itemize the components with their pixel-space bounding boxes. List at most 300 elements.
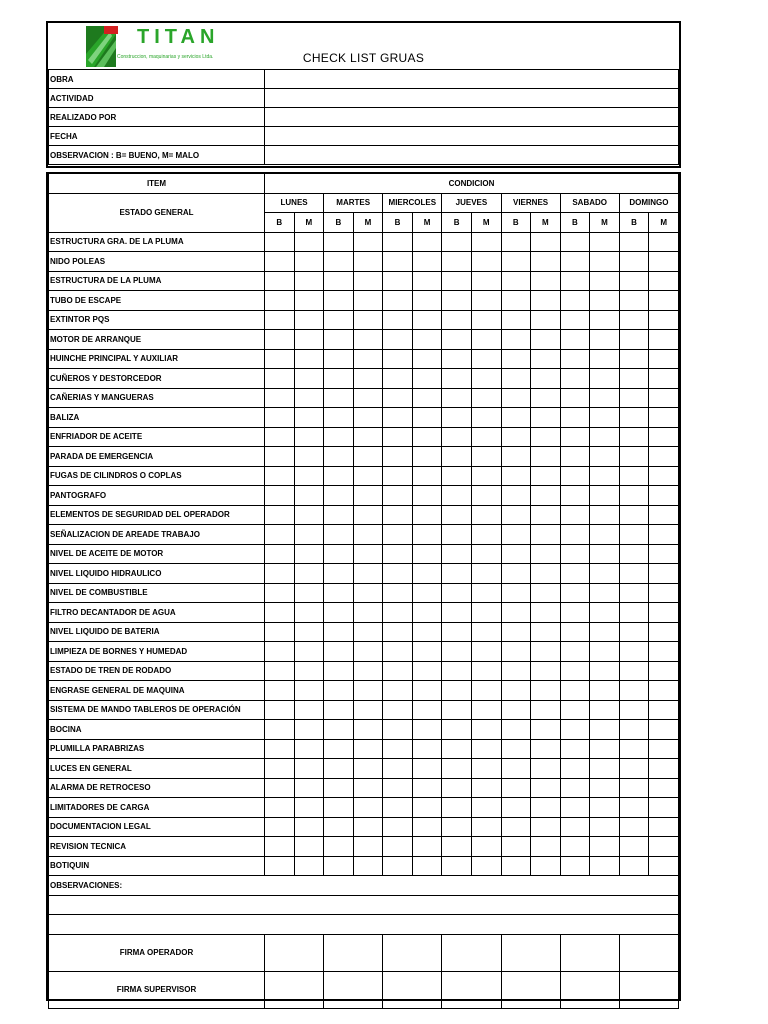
- condition-checkbox-cell[interactable]: [471, 700, 501, 720]
- condition-checkbox-cell[interactable]: [294, 310, 324, 330]
- condition-checkbox-cell[interactable]: [412, 603, 442, 623]
- condition-checkbox-cell[interactable]: [649, 642, 679, 662]
- signature-cell[interactable]: [560, 971, 619, 1008]
- condition-checkbox-cell[interactable]: [383, 856, 413, 876]
- condition-checkbox-cell[interactable]: [353, 544, 383, 564]
- condition-checkbox-cell[interactable]: [294, 700, 324, 720]
- condition-checkbox-cell[interactable]: [442, 778, 472, 798]
- condition-checkbox-cell[interactable]: [383, 739, 413, 759]
- condition-checkbox-cell[interactable]: [412, 408, 442, 428]
- signature-cell[interactable]: [442, 971, 501, 1008]
- condition-checkbox-cell[interactable]: [531, 817, 561, 837]
- condition-checkbox-cell[interactable]: [353, 837, 383, 857]
- condition-checkbox-cell[interactable]: [501, 661, 531, 681]
- condition-checkbox-cell[interactable]: [412, 856, 442, 876]
- condition-checkbox-cell[interactable]: [619, 700, 649, 720]
- condition-checkbox-cell[interactable]: [442, 427, 472, 447]
- condition-checkbox-cell[interactable]: [560, 681, 590, 701]
- condition-checkbox-cell[interactable]: [294, 486, 324, 506]
- condition-checkbox-cell[interactable]: [412, 486, 442, 506]
- condition-checkbox-cell[interactable]: [442, 700, 472, 720]
- condition-checkbox-cell[interactable]: [649, 681, 679, 701]
- header-field-input[interactable]: [265, 108, 679, 127]
- condition-checkbox-cell[interactable]: [353, 369, 383, 389]
- condition-checkbox-cell[interactable]: [265, 681, 295, 701]
- condition-checkbox-cell[interactable]: [324, 583, 354, 603]
- condition-checkbox-cell[interactable]: [501, 720, 531, 740]
- condition-checkbox-cell[interactable]: [471, 466, 501, 486]
- condition-checkbox-cell[interactable]: [353, 330, 383, 350]
- condition-checkbox-cell[interactable]: [560, 369, 590, 389]
- condition-checkbox-cell[interactable]: [442, 544, 472, 564]
- condition-checkbox-cell[interactable]: [649, 505, 679, 525]
- condition-checkbox-cell[interactable]: [619, 583, 649, 603]
- condition-checkbox-cell[interactable]: [294, 232, 324, 252]
- condition-checkbox-cell[interactable]: [412, 798, 442, 818]
- condition-checkbox-cell[interactable]: [442, 291, 472, 311]
- condition-checkbox-cell[interactable]: [324, 291, 354, 311]
- condition-checkbox-cell[interactable]: [412, 720, 442, 740]
- condition-checkbox-cell[interactable]: [590, 564, 620, 584]
- condition-checkbox-cell[interactable]: [324, 642, 354, 662]
- condition-checkbox-cell[interactable]: [353, 583, 383, 603]
- condition-checkbox-cell[interactable]: [531, 837, 561, 857]
- condition-checkbox-cell[interactable]: [324, 544, 354, 564]
- condition-checkbox-cell[interactable]: [324, 622, 354, 642]
- condition-checkbox-cell[interactable]: [560, 427, 590, 447]
- condition-checkbox-cell[interactable]: [471, 310, 501, 330]
- condition-checkbox-cell[interactable]: [649, 252, 679, 272]
- condition-checkbox-cell[interactable]: [619, 642, 649, 662]
- condition-checkbox-cell[interactable]: [619, 232, 649, 252]
- condition-checkbox-cell[interactable]: [265, 720, 295, 740]
- condition-checkbox-cell[interactable]: [560, 622, 590, 642]
- condition-checkbox-cell[interactable]: [383, 252, 413, 272]
- condition-checkbox-cell[interactable]: [649, 310, 679, 330]
- condition-checkbox-cell[interactable]: [442, 369, 472, 389]
- condition-checkbox-cell[interactable]: [324, 388, 354, 408]
- condition-checkbox-cell[interactable]: [649, 622, 679, 642]
- condition-checkbox-cell[interactable]: [383, 661, 413, 681]
- condition-checkbox-cell[interactable]: [501, 271, 531, 291]
- condition-checkbox-cell[interactable]: [649, 661, 679, 681]
- condition-checkbox-cell[interactable]: [412, 388, 442, 408]
- condition-checkbox-cell[interactable]: [412, 427, 442, 447]
- condition-checkbox-cell[interactable]: [649, 739, 679, 759]
- condition-checkbox-cell[interactable]: [560, 856, 590, 876]
- condition-checkbox-cell[interactable]: [324, 661, 354, 681]
- condition-checkbox-cell[interactable]: [471, 583, 501, 603]
- condition-checkbox-cell[interactable]: [265, 622, 295, 642]
- condition-checkbox-cell[interactable]: [619, 349, 649, 369]
- condition-checkbox-cell[interactable]: [590, 837, 620, 857]
- condition-checkbox-cell[interactable]: [353, 778, 383, 798]
- condition-checkbox-cell[interactable]: [619, 486, 649, 506]
- condition-checkbox-cell[interactable]: [442, 349, 472, 369]
- condition-checkbox-cell[interactable]: [442, 310, 472, 330]
- condition-checkbox-cell[interactable]: [383, 564, 413, 584]
- condition-checkbox-cell[interactable]: [471, 330, 501, 350]
- condition-checkbox-cell[interactable]: [560, 408, 590, 428]
- condition-checkbox-cell[interactable]: [412, 310, 442, 330]
- condition-checkbox-cell[interactable]: [471, 681, 501, 701]
- condition-checkbox-cell[interactable]: [560, 837, 590, 857]
- condition-checkbox-cell[interactable]: [531, 310, 561, 330]
- condition-checkbox-cell[interactable]: [649, 466, 679, 486]
- condition-checkbox-cell[interactable]: [383, 778, 413, 798]
- condition-checkbox-cell[interactable]: [590, 739, 620, 759]
- condition-checkbox-cell[interactable]: [383, 759, 413, 779]
- condition-checkbox-cell[interactable]: [353, 642, 383, 662]
- condition-checkbox-cell[interactable]: [442, 564, 472, 584]
- condition-checkbox-cell[interactable]: [590, 856, 620, 876]
- condition-checkbox-cell[interactable]: [531, 720, 561, 740]
- condition-checkbox-cell[interactable]: [531, 564, 561, 584]
- condition-checkbox-cell[interactable]: [531, 525, 561, 545]
- condition-checkbox-cell[interactable]: [531, 778, 561, 798]
- condition-checkbox-cell[interactable]: [383, 271, 413, 291]
- condition-checkbox-cell[interactable]: [265, 759, 295, 779]
- signature-cell[interactable]: [383, 934, 442, 971]
- condition-checkbox-cell[interactable]: [265, 583, 295, 603]
- condition-checkbox-cell[interactable]: [471, 856, 501, 876]
- condition-checkbox-cell[interactable]: [324, 349, 354, 369]
- condition-checkbox-cell[interactable]: [412, 369, 442, 389]
- condition-checkbox-cell[interactable]: [383, 700, 413, 720]
- condition-checkbox-cell[interactable]: [590, 700, 620, 720]
- condition-checkbox-cell[interactable]: [442, 739, 472, 759]
- condition-checkbox-cell[interactable]: [412, 837, 442, 857]
- condition-checkbox-cell[interactable]: [619, 622, 649, 642]
- condition-checkbox-cell[interactable]: [412, 583, 442, 603]
- condition-checkbox-cell[interactable]: [649, 603, 679, 623]
- condition-checkbox-cell[interactable]: [383, 232, 413, 252]
- condition-checkbox-cell[interactable]: [324, 700, 354, 720]
- condition-checkbox-cell[interactable]: [324, 505, 354, 525]
- condition-checkbox-cell[interactable]: [501, 603, 531, 623]
- condition-checkbox-cell[interactable]: [294, 427, 324, 447]
- condition-checkbox-cell[interactable]: [501, 466, 531, 486]
- condition-checkbox-cell[interactable]: [294, 466, 324, 486]
- condition-checkbox-cell[interactable]: [353, 681, 383, 701]
- condition-checkbox-cell[interactable]: [353, 271, 383, 291]
- condition-checkbox-cell[interactable]: [649, 486, 679, 506]
- condition-checkbox-cell[interactable]: [471, 564, 501, 584]
- condition-checkbox-cell[interactable]: [412, 622, 442, 642]
- condition-checkbox-cell[interactable]: [353, 427, 383, 447]
- condition-checkbox-cell[interactable]: [324, 856, 354, 876]
- condition-checkbox-cell[interactable]: [383, 544, 413, 564]
- condition-checkbox-cell[interactable]: [412, 817, 442, 837]
- condition-checkbox-cell[interactable]: [531, 291, 561, 311]
- condition-checkbox-cell[interactable]: [649, 525, 679, 545]
- condition-checkbox-cell[interactable]: [324, 759, 354, 779]
- signature-cell[interactable]: [619, 934, 678, 971]
- condition-checkbox-cell[interactable]: [560, 310, 590, 330]
- condition-checkbox-cell[interactable]: [649, 232, 679, 252]
- condition-checkbox-cell[interactable]: [531, 622, 561, 642]
- condition-checkbox-cell[interactable]: [353, 856, 383, 876]
- condition-checkbox-cell[interactable]: [353, 700, 383, 720]
- condition-checkbox-cell[interactable]: [412, 642, 442, 662]
- condition-checkbox-cell[interactable]: [265, 642, 295, 662]
- condition-checkbox-cell[interactable]: [590, 817, 620, 837]
- condition-checkbox-cell[interactable]: [383, 622, 413, 642]
- condition-checkbox-cell[interactable]: [501, 759, 531, 779]
- condition-checkbox-cell[interactable]: [383, 505, 413, 525]
- condition-checkbox-cell[interactable]: [531, 642, 561, 662]
- condition-checkbox-cell[interactable]: [471, 447, 501, 467]
- condition-checkbox-cell[interactable]: [471, 661, 501, 681]
- condition-checkbox-cell[interactable]: [649, 330, 679, 350]
- condition-checkbox-cell[interactable]: [531, 681, 561, 701]
- condition-checkbox-cell[interactable]: [619, 564, 649, 584]
- condition-checkbox-cell[interactable]: [471, 759, 501, 779]
- condition-checkbox-cell[interactable]: [619, 369, 649, 389]
- condition-checkbox-cell[interactable]: [383, 369, 413, 389]
- condition-checkbox-cell[interactable]: [383, 447, 413, 467]
- condition-checkbox-cell[interactable]: [412, 564, 442, 584]
- condition-checkbox-cell[interactable]: [531, 603, 561, 623]
- condition-checkbox-cell[interactable]: [471, 349, 501, 369]
- condition-checkbox-cell[interactable]: [294, 739, 324, 759]
- condition-checkbox-cell[interactable]: [442, 447, 472, 467]
- condition-checkbox-cell[interactable]: [560, 349, 590, 369]
- condition-checkbox-cell[interactable]: [294, 291, 324, 311]
- condition-checkbox-cell[interactable]: [324, 232, 354, 252]
- condition-checkbox-cell[interactable]: [531, 486, 561, 506]
- condition-checkbox-cell[interactable]: [649, 427, 679, 447]
- signature-cell[interactable]: [560, 934, 619, 971]
- condition-checkbox-cell[interactable]: [560, 798, 590, 818]
- condition-checkbox-cell[interactable]: [265, 739, 295, 759]
- condition-checkbox-cell[interactable]: [649, 700, 679, 720]
- condition-checkbox-cell[interactable]: [442, 720, 472, 740]
- condition-checkbox-cell[interactable]: [294, 681, 324, 701]
- condition-checkbox-cell[interactable]: [649, 564, 679, 584]
- condition-checkbox-cell[interactable]: [265, 349, 295, 369]
- condition-checkbox-cell[interactable]: [383, 720, 413, 740]
- condition-checkbox-cell[interactable]: [324, 525, 354, 545]
- condition-checkbox-cell[interactable]: [619, 388, 649, 408]
- condition-checkbox-cell[interactable]: [324, 369, 354, 389]
- condition-checkbox-cell[interactable]: [560, 486, 590, 506]
- condition-checkbox-cell[interactable]: [442, 837, 472, 857]
- condition-checkbox-cell[interactable]: [442, 232, 472, 252]
- header-field-input[interactable]: [265, 89, 679, 108]
- condition-checkbox-cell[interactable]: [531, 349, 561, 369]
- condition-checkbox-cell[interactable]: [265, 564, 295, 584]
- condition-checkbox-cell[interactable]: [531, 271, 561, 291]
- condition-checkbox-cell[interactable]: [324, 798, 354, 818]
- condition-checkbox-cell[interactable]: [294, 544, 324, 564]
- signature-cell[interactable]: [501, 971, 560, 1008]
- condition-checkbox-cell[interactable]: [619, 408, 649, 428]
- condition-checkbox-cell[interactable]: [501, 252, 531, 272]
- condition-checkbox-cell[interactable]: [531, 408, 561, 428]
- condition-checkbox-cell[interactable]: [294, 759, 324, 779]
- signature-cell[interactable]: [324, 971, 383, 1008]
- condition-checkbox-cell[interactable]: [649, 271, 679, 291]
- condition-checkbox-cell[interactable]: [412, 447, 442, 467]
- condition-checkbox-cell[interactable]: [501, 817, 531, 837]
- condition-checkbox-cell[interactable]: [442, 759, 472, 779]
- condition-checkbox-cell[interactable]: [412, 525, 442, 545]
- condition-checkbox-cell[interactable]: [383, 427, 413, 447]
- condition-checkbox-cell[interactable]: [353, 603, 383, 623]
- condition-checkbox-cell[interactable]: [265, 525, 295, 545]
- condition-checkbox-cell[interactable]: [649, 778, 679, 798]
- condition-checkbox-cell[interactable]: [619, 466, 649, 486]
- condition-checkbox-cell[interactable]: [324, 837, 354, 857]
- condition-checkbox-cell[interactable]: [442, 271, 472, 291]
- condition-checkbox-cell[interactable]: [649, 583, 679, 603]
- condition-checkbox-cell[interactable]: [294, 525, 324, 545]
- condition-checkbox-cell[interactable]: [531, 798, 561, 818]
- condition-checkbox-cell[interactable]: [619, 447, 649, 467]
- condition-checkbox-cell[interactable]: [501, 310, 531, 330]
- condition-checkbox-cell[interactable]: [560, 330, 590, 350]
- condition-checkbox-cell[interactable]: [501, 349, 531, 369]
- condition-checkbox-cell[interactable]: [531, 700, 561, 720]
- condition-checkbox-cell[interactable]: [471, 408, 501, 428]
- condition-checkbox-cell[interactable]: [265, 661, 295, 681]
- condition-checkbox-cell[interactable]: [560, 447, 590, 467]
- signature-cell[interactable]: [383, 971, 442, 1008]
- condition-checkbox-cell[interactable]: [265, 447, 295, 467]
- condition-checkbox-cell[interactable]: [265, 544, 295, 564]
- condition-checkbox-cell[interactable]: [649, 798, 679, 818]
- condition-checkbox-cell[interactable]: [619, 837, 649, 857]
- condition-checkbox-cell[interactable]: [471, 369, 501, 389]
- condition-checkbox-cell[interactable]: [619, 817, 649, 837]
- condition-checkbox-cell[interactable]: [412, 700, 442, 720]
- condition-checkbox-cell[interactable]: [353, 661, 383, 681]
- condition-checkbox-cell[interactable]: [590, 271, 620, 291]
- condition-checkbox-cell[interactable]: [265, 817, 295, 837]
- condition-checkbox-cell[interactable]: [442, 583, 472, 603]
- condition-checkbox-cell[interactable]: [501, 486, 531, 506]
- condition-checkbox-cell[interactable]: [619, 310, 649, 330]
- condition-checkbox-cell[interactable]: [619, 739, 649, 759]
- condition-checkbox-cell[interactable]: [412, 505, 442, 525]
- condition-checkbox-cell[interactable]: [501, 622, 531, 642]
- condition-checkbox-cell[interactable]: [501, 837, 531, 857]
- condition-checkbox-cell[interactable]: [412, 349, 442, 369]
- condition-checkbox-cell[interactable]: [560, 525, 590, 545]
- condition-checkbox-cell[interactable]: [560, 661, 590, 681]
- condition-checkbox-cell[interactable]: [590, 583, 620, 603]
- condition-checkbox-cell[interactable]: [324, 817, 354, 837]
- condition-checkbox-cell[interactable]: [590, 622, 620, 642]
- condition-checkbox-cell[interactable]: [353, 408, 383, 428]
- condition-checkbox-cell[interactable]: [412, 739, 442, 759]
- condition-checkbox-cell[interactable]: [442, 681, 472, 701]
- condition-checkbox-cell[interactable]: [590, 310, 620, 330]
- condition-checkbox-cell[interactable]: [501, 564, 531, 584]
- condition-checkbox-cell[interactable]: [501, 388, 531, 408]
- condition-checkbox-cell[interactable]: [531, 369, 561, 389]
- condition-checkbox-cell[interactable]: [560, 271, 590, 291]
- condition-checkbox-cell[interactable]: [383, 388, 413, 408]
- condition-checkbox-cell[interactable]: [501, 856, 531, 876]
- condition-checkbox-cell[interactable]: [324, 252, 354, 272]
- condition-checkbox-cell[interactable]: [412, 252, 442, 272]
- condition-checkbox-cell[interactable]: [412, 681, 442, 701]
- condition-checkbox-cell[interactable]: [501, 642, 531, 662]
- condition-checkbox-cell[interactable]: [501, 525, 531, 545]
- condition-checkbox-cell[interactable]: [324, 271, 354, 291]
- condition-checkbox-cell[interactable]: [383, 681, 413, 701]
- condition-checkbox-cell[interactable]: [471, 798, 501, 818]
- condition-checkbox-cell[interactable]: [383, 642, 413, 662]
- condition-checkbox-cell[interactable]: [265, 330, 295, 350]
- condition-checkbox-cell[interactable]: [442, 817, 472, 837]
- condition-checkbox-cell[interactable]: [501, 778, 531, 798]
- condition-checkbox-cell[interactable]: [501, 408, 531, 428]
- condition-checkbox-cell[interactable]: [353, 720, 383, 740]
- condition-checkbox-cell[interactable]: [531, 583, 561, 603]
- condition-checkbox-cell[interactable]: [531, 232, 561, 252]
- condition-checkbox-cell[interactable]: [294, 622, 324, 642]
- condition-checkbox-cell[interactable]: [590, 661, 620, 681]
- condition-checkbox-cell[interactable]: [324, 427, 354, 447]
- condition-checkbox-cell[interactable]: [383, 837, 413, 857]
- condition-checkbox-cell[interactable]: [353, 505, 383, 525]
- condition-checkbox-cell[interactable]: [265, 252, 295, 272]
- condition-checkbox-cell[interactable]: [619, 661, 649, 681]
- condition-checkbox-cell[interactable]: [501, 700, 531, 720]
- condition-checkbox-cell[interactable]: [471, 603, 501, 623]
- condition-checkbox-cell[interactable]: [590, 778, 620, 798]
- condition-checkbox-cell[interactable]: [353, 486, 383, 506]
- condition-checkbox-cell[interactable]: [590, 427, 620, 447]
- condition-checkbox-cell[interactable]: [471, 837, 501, 857]
- condition-checkbox-cell[interactable]: [383, 486, 413, 506]
- condition-checkbox-cell[interactable]: [442, 622, 472, 642]
- condition-checkbox-cell[interactable]: [412, 544, 442, 564]
- condition-checkbox-cell[interactable]: [501, 427, 531, 447]
- condition-checkbox-cell[interactable]: [619, 330, 649, 350]
- condition-checkbox-cell[interactable]: [531, 759, 561, 779]
- condition-checkbox-cell[interactable]: [294, 252, 324, 272]
- condition-checkbox-cell[interactable]: [590, 525, 620, 545]
- condition-checkbox-cell[interactable]: [471, 525, 501, 545]
- condition-checkbox-cell[interactable]: [353, 232, 383, 252]
- condition-checkbox-cell[interactable]: [442, 798, 472, 818]
- condition-checkbox-cell[interactable]: [619, 720, 649, 740]
- condition-checkbox-cell[interactable]: [619, 271, 649, 291]
- condition-checkbox-cell[interactable]: [531, 856, 561, 876]
- condition-checkbox-cell[interactable]: [590, 544, 620, 564]
- condition-checkbox-cell[interactable]: [531, 388, 561, 408]
- condition-checkbox-cell[interactable]: [324, 778, 354, 798]
- condition-checkbox-cell[interactable]: [619, 427, 649, 447]
- condition-checkbox-cell[interactable]: [412, 466, 442, 486]
- condition-checkbox-cell[interactable]: [590, 486, 620, 506]
- condition-checkbox-cell[interactable]: [442, 486, 472, 506]
- condition-checkbox-cell[interactable]: [294, 856, 324, 876]
- condition-checkbox-cell[interactable]: [265, 291, 295, 311]
- condition-checkbox-cell[interactable]: [324, 408, 354, 428]
- condition-checkbox-cell[interactable]: [353, 252, 383, 272]
- condition-checkbox-cell[interactable]: [442, 661, 472, 681]
- condition-checkbox-cell[interactable]: [442, 642, 472, 662]
- condition-checkbox-cell[interactable]: [294, 330, 324, 350]
- condition-checkbox-cell[interactable]: [501, 291, 531, 311]
- condition-checkbox-cell[interactable]: [471, 778, 501, 798]
- condition-checkbox-cell[interactable]: [324, 739, 354, 759]
